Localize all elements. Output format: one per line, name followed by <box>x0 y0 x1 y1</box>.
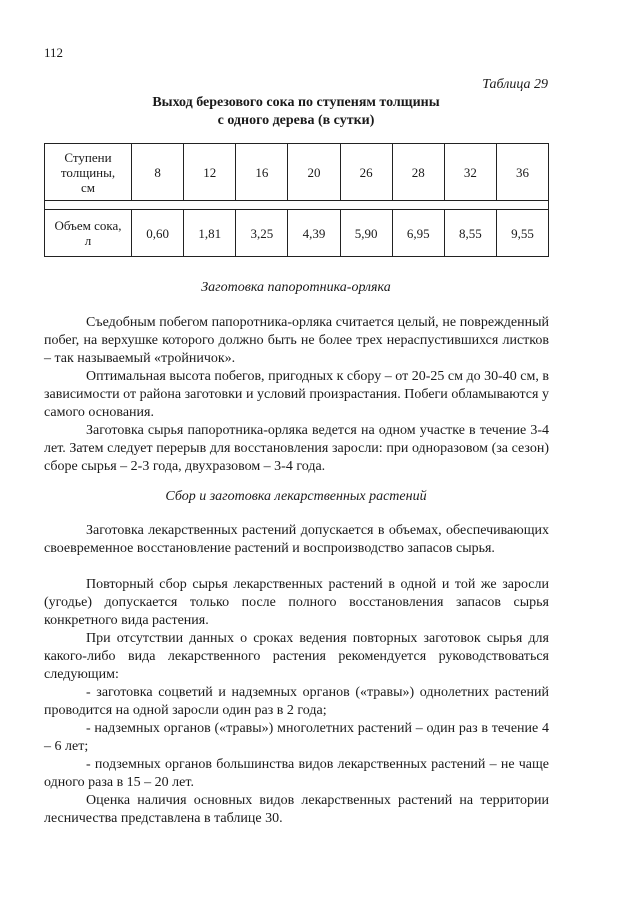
table-cell: 9,55 <box>496 210 548 257</box>
table-cell: 26 <box>340 144 392 201</box>
header-line: толщины, <box>60 164 116 180</box>
table-cell: 8,55 <box>444 210 496 257</box>
table-cell: 3,25 <box>236 210 288 257</box>
table-cell: 0,60 <box>132 210 184 257</box>
paragraph: Повторный сбор сырья лекарственных растений в одной и той же заросли (угодье) допускается только после полного восстановления запасов сырья конкретного вида растения. <box>44 577 549 629</box>
paragraph: - подземных органов большинства видов лекарственных растений – не чаще одного раза в 15 – 20 лет. <box>44 757 549 791</box>
table-label: Таблица 29 <box>482 77 548 92</box>
table-cell: 32 <box>444 144 496 201</box>
table-cell: 5,90 <box>340 210 392 257</box>
table-cell: 28 <box>392 144 444 201</box>
table-cell: 1,81 <box>184 210 236 257</box>
header-line: Ступени <box>64 149 112 165</box>
page-number: 112 <box>44 45 64 60</box>
header-line: Объем сока, <box>54 218 122 233</box>
table-cell: 12 <box>184 144 236 201</box>
paragraph: Заготовка сырья папоротника-орляка ведется на одном участке в течение 3-4 лет. Затем следует перерыв для восстановления заросли: при одноразовом (за сезон) сборе сырья – 2-3 года, двухразовом – 3-4 года. <box>44 423 549 475</box>
table-header-thickness <box>45 144 132 201</box>
table-header-volume <box>45 210 132 257</box>
table-spacer-cell <box>45 201 549 210</box>
header-line: см <box>81 179 95 195</box>
paragraph: Оптимальная высота побегов, пригодных к сбору – от 20-25 см до 30-40 см, в зависимости от района заготовки и условий произрастания. Побеги обламываются у самого основания. <box>44 369 549 421</box>
paragraph: - заготовка соцветий и надземных органов («травы») однолетних растений проводится на одной заросли один раз в 2 года; <box>44 685 549 719</box>
paragraph: Оценка наличия основных видов лекарственных растений на территории лесничества представлена в таблице 30. <box>44 793 549 827</box>
section-heading-medicinal: Сбор и заготовка лекарственных растений <box>165 489 427 504</box>
table-cell: 36 <box>496 144 548 201</box>
paragraph: Заготовка лекарственных растений допускается в объемах, обеспечивающих своевременное восстановление растений и воспроизводство запасов сырья. <box>44 523 549 557</box>
table-cell: 8 <box>132 144 184 201</box>
sap-yield-table <box>44 143 549 257</box>
header-line: л <box>84 233 92 248</box>
table-row-volume <box>45 210 549 257</box>
table-cell: 6,95 <box>392 210 444 257</box>
table-cell: 20 <box>288 144 340 201</box>
table-title-line1: Выход березового сока по ступеням толщины <box>152 95 440 110</box>
paragraph: - надземных органов («травы») многолетних растений – один раз в течение 4 – 6 лет; <box>44 721 549 755</box>
table-title <box>0 94 592 130</box>
table-spacer-row <box>45 201 549 210</box>
paragraph: При отсутствии данных о сроках ведения повторных заготовок сырья для какого-либо вида лекарственного растения рекомендуется руководствоваться следующим: <box>44 631 549 683</box>
section-heading-fern: Заготовка папоротника-орляка <box>201 280 391 295</box>
paragraph: Съедобным побегом папоротника-орляка считается целый, не поврежденный побег, на верхушке которого должно быть не более трех нераспустившихся листков – так называемый «тройничок». <box>44 315 549 367</box>
table-title-line2: с одного дерева (в сутки) <box>217 113 375 128</box>
table-cell: 4,39 <box>288 210 340 257</box>
table-cell: 16 <box>236 144 288 201</box>
table-row-thickness <box>45 144 549 201</box>
